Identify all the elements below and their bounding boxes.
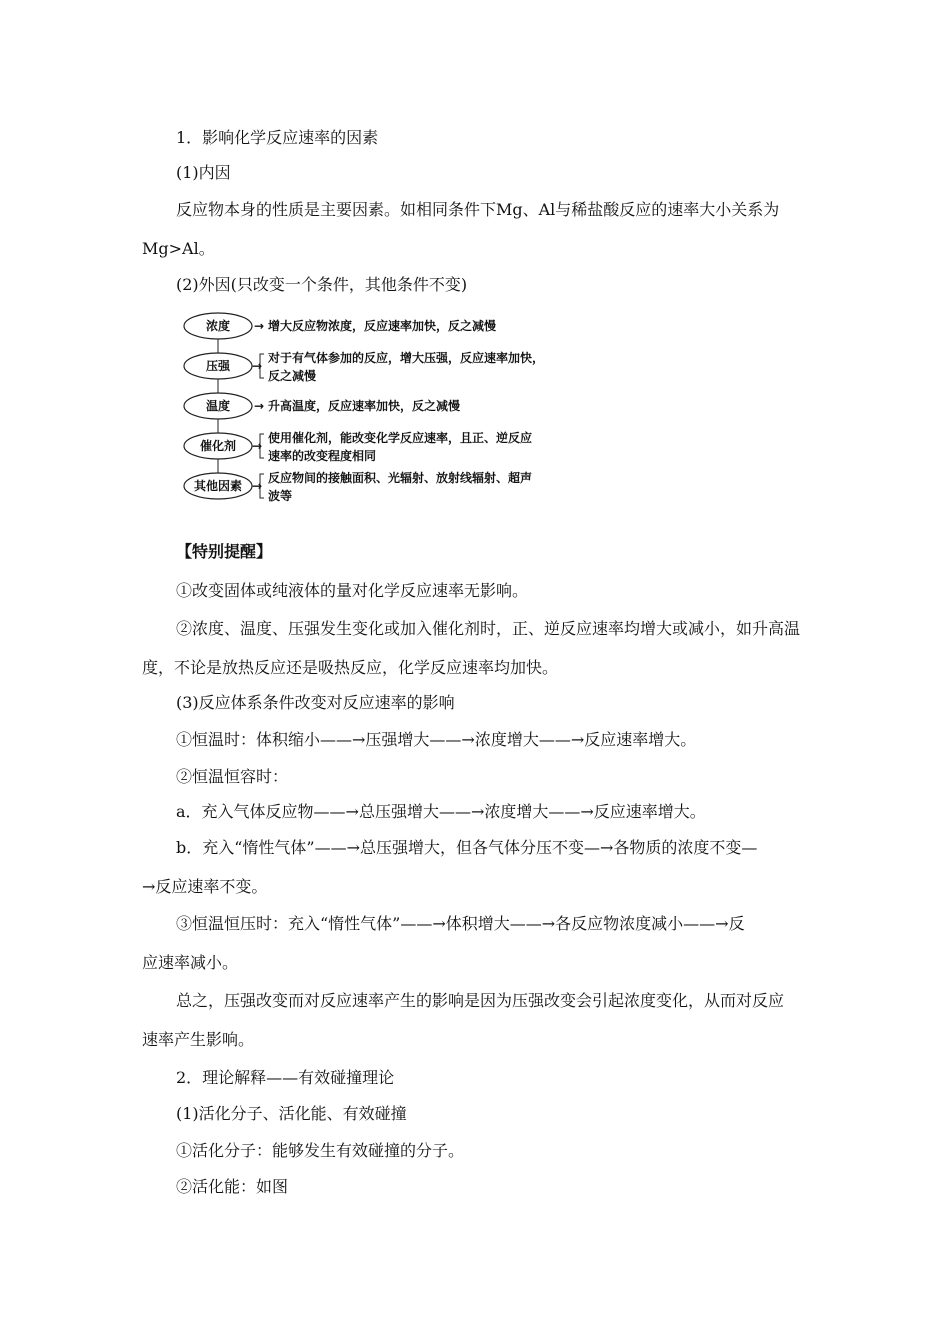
paragraph-line: b．充入“惰性气体”——→总压强增大，但各气体分压不变—→各物质的浓度不变— [176,838,758,857]
paragraph-line: Mg>Al。 [142,239,215,258]
factor-description: 反应物间的接触面积、光辐射、放射线辐射、超声 [268,471,533,485]
paragraph-line: ②恒温恒容时： [176,767,289,786]
factor-description: 速率的改变程度相同 [268,449,377,463]
paragraph-line: →反应速率不变。 [142,877,268,896]
factor-description: 对于有气体参加的反应，增大压强，反应速率加快， [268,351,545,365]
subheading-conditions: (3)反应体系条件改变对反应速率的影响 [176,693,455,712]
factor-description: 反之减慢 [268,369,317,383]
paragraph-line: 总之，压强改变而对反应速率产生的影响是因为压强改变会引起浓度变化，从而对反应 [176,991,785,1010]
special-reminder-heading: 【特别提醒】 [176,542,273,561]
paragraph-line: 度，不论是放热反应还是吸热反应，化学反应速率均加快。 [142,658,559,677]
subheading-internal-cause: (1)内因 [176,163,231,182]
paragraph-line: ①改变固体或纯液体的量对化学反应速率无影响。 [176,581,529,600]
paragraph-line: 速率产生影响。 [142,1030,255,1049]
arrow-icon: → [254,319,265,333]
arrow-icon: → [254,399,265,413]
paragraph-line: 应速率减小。 [142,953,239,972]
paragraph-line: ①活化分子：能够发生有效碰撞的分子。 [176,1141,465,1160]
subheading-activation: (1)活化分子、活化能、有效碰撞 [176,1104,407,1123]
section-heading-1: 1．影响化学反应速率的因素 [176,128,379,147]
factors-diagram [180,310,560,520]
factor-label: 温度 [205,399,231,413]
factor-description: 使用催化剂，能改变化学反应速率，且正、逆反应 [268,431,533,445]
factor-label: 浓度 [205,319,231,333]
paragraph-line: ①恒温时：体积缩小——→压强增大——→浓度增大——→反应速率增大。 [176,730,697,749]
paragraph-line: ②浓度、温度、压强发生变化或加入催化剂时，正、逆反应速率均增大或减小，如升高温 [176,619,801,638]
paragraph-line: ③恒温恒压时：充入“惰性气体”——→体积增大——→各反应物浓度减小——→反 [176,914,745,933]
factor-description: 升高温度，反应速率加快，反之减慢 [268,399,461,413]
arrow-icon: → [252,359,263,373]
subheading-external-cause: (2)外因(只改变一个条件，其他条件不变) [176,275,468,294]
section-heading-2: 2．理论解释——有效碰撞理论 [176,1068,395,1087]
factor-description: 波等 [268,489,293,503]
arrow-icon: → [252,439,263,453]
paragraph-line: 反应物本身的性质是主要因素。如相同条件下Mg、Al与稀盐酸反应的速率大小关系为 [176,200,780,219]
factor-label: 压强 [205,359,231,373]
paragraph-line: a．充入气体反应物——→总压强增大——→浓度增大——→反应速率增大。 [176,802,706,821]
factor-label: 催化剂 [199,439,237,453]
factor-description: 增大反应物浓度，反应速率加快，反之减慢 [268,319,497,333]
paragraph-line: ②活化能：如图 [176,1177,289,1196]
arrow-icon: → [252,479,263,493]
factor-label: 其他因素 [193,479,243,493]
